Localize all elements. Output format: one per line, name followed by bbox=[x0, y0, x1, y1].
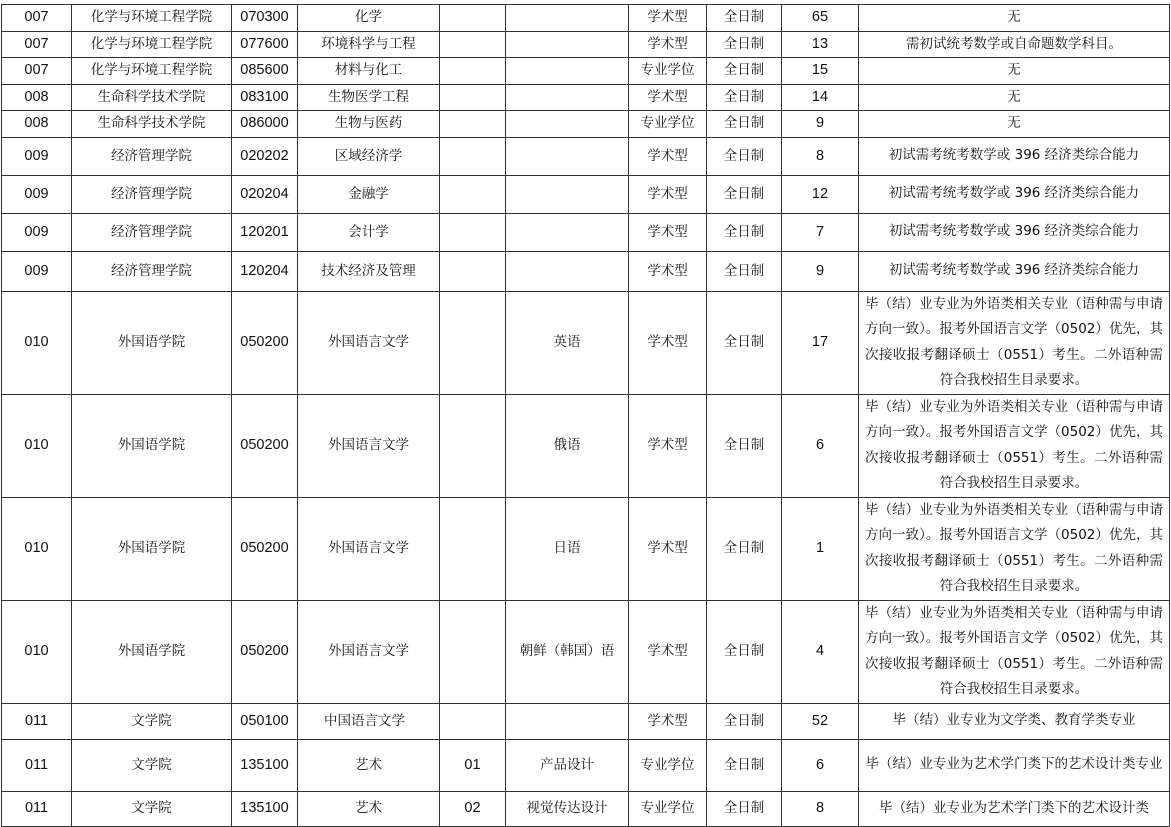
major-code-cell: 083100 bbox=[232, 84, 298, 111]
direction-code-cell bbox=[440, 291, 506, 394]
school-name-cell: 经济管理学院 bbox=[72, 251, 232, 291]
school-name-cell: 化学与环境工程学院 bbox=[72, 58, 232, 85]
study-mode-cell: 全日制 bbox=[707, 251, 782, 291]
quota-cell: 14 bbox=[782, 84, 859, 111]
quota-cell: 8 bbox=[782, 137, 859, 175]
remark-cell: 无 bbox=[859, 58, 1170, 85]
admission-table bbox=[1, 4, 1170, 827]
table-row bbox=[2, 739, 1170, 791]
study-mode-cell: 全日制 bbox=[707, 739, 782, 791]
table-row bbox=[2, 5, 1170, 32]
school-code-cell: 008 bbox=[2, 84, 72, 111]
direction-name-cell bbox=[506, 175, 629, 213]
school-code-cell: 010 bbox=[2, 600, 72, 703]
direction-code-cell bbox=[440, 497, 506, 600]
major-name-cell: 外国语言文学 bbox=[298, 497, 440, 600]
school-code-cell: 011 bbox=[2, 739, 72, 791]
direction-code-cell bbox=[440, 111, 506, 138]
school-name-cell: 经济管理学院 bbox=[72, 175, 232, 213]
major-code-cell: 086000 bbox=[232, 111, 298, 138]
study-mode-cell: 全日制 bbox=[707, 31, 782, 58]
direction-code-cell bbox=[440, 31, 506, 58]
table-row bbox=[2, 84, 1170, 111]
quota-cell: 4 bbox=[782, 600, 859, 703]
table-row bbox=[2, 31, 1170, 58]
direction-name-cell bbox=[506, 703, 629, 739]
major-code-cell: 020204 bbox=[232, 175, 298, 213]
quota-cell: 9 bbox=[782, 251, 859, 291]
major-code-cell: 050200 bbox=[232, 394, 298, 497]
major-code-cell: 050200 bbox=[232, 497, 298, 600]
study-mode-cell: 全日制 bbox=[707, 394, 782, 497]
degree-type-cell: 学术型 bbox=[629, 703, 707, 739]
direction-name-cell: 英语 bbox=[506, 291, 629, 394]
degree-type-cell: 学术型 bbox=[629, 137, 707, 175]
study-mode-cell: 全日制 bbox=[707, 5, 782, 32]
quota-cell: 9 bbox=[782, 111, 859, 138]
degree-type-cell: 专业学位 bbox=[629, 739, 707, 791]
degree-type-cell: 专业学位 bbox=[629, 791, 707, 826]
major-name-cell: 环境科学与工程 bbox=[298, 31, 440, 58]
direction-name-cell: 朝鲜（韩国）语 bbox=[506, 600, 629, 703]
quota-cell: 6 bbox=[782, 394, 859, 497]
remark-cell: 毕（结）业专业为外语类相关专业（语种需与申请方向一致）。报考外国语言文学（0502）优先，其次接收报考翻译硕士（0551）考生。二外语种需符合我校招生目录要求。 bbox=[859, 497, 1170, 600]
direction-code-cell bbox=[440, 213, 506, 251]
table-row bbox=[2, 251, 1170, 291]
school-code-cell: 011 bbox=[2, 791, 72, 826]
major-code-cell: 085600 bbox=[232, 58, 298, 85]
degree-type-cell: 学术型 bbox=[629, 175, 707, 213]
quota-cell: 17 bbox=[782, 291, 859, 394]
major-code-cell: 135100 bbox=[232, 791, 298, 826]
school-code-cell: 010 bbox=[2, 394, 72, 497]
table-row bbox=[2, 58, 1170, 85]
study-mode-cell: 全日制 bbox=[707, 84, 782, 111]
school-code-cell: 009 bbox=[2, 213, 72, 251]
quota-cell: 65 bbox=[782, 5, 859, 32]
remark-cell: 毕（结）业专业为艺术学门类下的艺术设计类 bbox=[859, 791, 1170, 826]
major-name-cell: 生物与医药 bbox=[298, 111, 440, 138]
remark-cell: 初试需考统考数学或 396 经济类综合能力 bbox=[859, 137, 1170, 175]
direction-code-cell bbox=[440, 175, 506, 213]
school-code-cell: 007 bbox=[2, 31, 72, 58]
direction-name-cell: 视觉传达设计 bbox=[506, 791, 629, 826]
direction-code-cell bbox=[440, 137, 506, 175]
major-name-cell: 技术经济及管理 bbox=[298, 251, 440, 291]
major-name-cell: 外国语言文学 bbox=[298, 394, 440, 497]
quota-cell: 15 bbox=[782, 58, 859, 85]
quota-cell: 52 bbox=[782, 703, 859, 739]
degree-type-cell: 学术型 bbox=[629, 84, 707, 111]
direction-code-cell: 02 bbox=[440, 791, 506, 826]
remark-cell: 毕（结）业专业为外语类相关专业（语种需与申请方向一致）。报考外国语言文学（0502）优先，其次接收报考翻译硕士（0551）考生。二外语种需符合我校招生目录要求。 bbox=[859, 394, 1170, 497]
direction-name-cell bbox=[506, 111, 629, 138]
direction-name-cell bbox=[506, 213, 629, 251]
remark-cell: 初试需考统考数学或 396 经济类综合能力 bbox=[859, 213, 1170, 251]
major-name-cell: 生物医学工程 bbox=[298, 84, 440, 111]
school-code-cell: 007 bbox=[2, 5, 72, 32]
major-name-cell: 艺术 bbox=[298, 791, 440, 826]
major-code-cell: 120201 bbox=[232, 213, 298, 251]
remark-cell: 毕（结）业专业为艺术学门类下的艺术设计类专业 bbox=[859, 739, 1170, 791]
major-code-cell: 050200 bbox=[232, 291, 298, 394]
school-code-cell: 009 bbox=[2, 137, 72, 175]
degree-type-cell: 专业学位 bbox=[629, 111, 707, 138]
degree-type-cell: 学术型 bbox=[629, 600, 707, 703]
study-mode-cell: 全日制 bbox=[707, 703, 782, 739]
school-code-cell: 010 bbox=[2, 497, 72, 600]
school-name-cell: 文学院 bbox=[72, 739, 232, 791]
school-name-cell: 生命科学技术学院 bbox=[72, 84, 232, 111]
remark-cell: 初试需考统考数学或 396 经济类综合能力 bbox=[859, 251, 1170, 291]
table-row bbox=[2, 497, 1170, 600]
degree-type-cell: 学术型 bbox=[629, 5, 707, 32]
school-name-cell: 文学院 bbox=[72, 791, 232, 826]
major-code-cell: 077600 bbox=[232, 31, 298, 58]
major-code-cell: 070300 bbox=[232, 5, 298, 32]
major-name-cell: 中国语言文学 bbox=[298, 703, 440, 739]
school-name-cell: 生命科学技术学院 bbox=[72, 111, 232, 138]
degree-type-cell: 学术型 bbox=[629, 497, 707, 600]
study-mode-cell: 全日制 bbox=[707, 175, 782, 213]
direction-code-cell bbox=[440, 251, 506, 291]
study-mode-cell: 全日制 bbox=[707, 600, 782, 703]
quota-cell: 7 bbox=[782, 213, 859, 251]
school-code-cell: 009 bbox=[2, 175, 72, 213]
table-row bbox=[2, 291, 1170, 394]
study-mode-cell: 全日制 bbox=[707, 111, 782, 138]
major-name-cell: 艺术 bbox=[298, 739, 440, 791]
remark-cell: 初试需考统考数学或 396 经济类综合能力 bbox=[859, 175, 1170, 213]
quota-cell: 13 bbox=[782, 31, 859, 58]
direction-name-cell bbox=[506, 58, 629, 85]
major-name-cell: 外国语言文学 bbox=[298, 600, 440, 703]
remark-cell: 无 bbox=[859, 5, 1170, 32]
table-row bbox=[2, 175, 1170, 213]
study-mode-cell: 全日制 bbox=[707, 291, 782, 394]
direction-code-cell bbox=[440, 5, 506, 32]
direction-name-cell bbox=[506, 84, 629, 111]
major-code-cell: 135100 bbox=[232, 739, 298, 791]
table-row bbox=[2, 137, 1170, 175]
school-code-cell: 011 bbox=[2, 703, 72, 739]
remark-cell: 需初试统考数学或自命题数学科目。 bbox=[859, 31, 1170, 58]
direction-name-cell bbox=[506, 251, 629, 291]
major-code-cell: 120204 bbox=[232, 251, 298, 291]
table-row bbox=[2, 703, 1170, 739]
direction-code-cell bbox=[440, 394, 506, 497]
degree-type-cell: 学术型 bbox=[629, 31, 707, 58]
remark-cell: 无 bbox=[859, 84, 1170, 111]
remark-cell: 毕（结）业专业为文学类、教育学类专业 bbox=[859, 703, 1170, 739]
degree-type-cell: 学术型 bbox=[629, 251, 707, 291]
school-name-cell: 外国语学院 bbox=[72, 600, 232, 703]
degree-type-cell: 学术型 bbox=[629, 213, 707, 251]
quota-cell: 12 bbox=[782, 175, 859, 213]
direction-code-cell bbox=[440, 58, 506, 85]
direction-name-cell bbox=[506, 5, 629, 32]
table-row bbox=[2, 600, 1170, 703]
table-row bbox=[2, 111, 1170, 138]
study-mode-cell: 全日制 bbox=[707, 791, 782, 826]
major-code-cell: 020202 bbox=[232, 137, 298, 175]
direction-name-cell: 俄语 bbox=[506, 394, 629, 497]
direction-name-cell: 日语 bbox=[506, 497, 629, 600]
direction-name-cell bbox=[506, 137, 629, 175]
school-name-cell: 经济管理学院 bbox=[72, 137, 232, 175]
direction-code-cell bbox=[440, 703, 506, 739]
study-mode-cell: 全日制 bbox=[707, 213, 782, 251]
direction-code-cell: 01 bbox=[440, 739, 506, 791]
table-row bbox=[2, 213, 1170, 251]
direction-code-cell bbox=[440, 84, 506, 111]
direction-code-cell bbox=[440, 600, 506, 703]
degree-type-cell: 专业学位 bbox=[629, 58, 707, 85]
degree-type-cell: 学术型 bbox=[629, 394, 707, 497]
school-code-cell: 007 bbox=[2, 58, 72, 85]
study-mode-cell: 全日制 bbox=[707, 497, 782, 600]
major-name-cell: 外国语言文学 bbox=[298, 291, 440, 394]
table-row bbox=[2, 791, 1170, 826]
major-name-cell: 区域经济学 bbox=[298, 137, 440, 175]
school-name-cell: 文学院 bbox=[72, 703, 232, 739]
major-name-cell: 金融学 bbox=[298, 175, 440, 213]
school-code-cell: 008 bbox=[2, 111, 72, 138]
quota-cell: 6 bbox=[782, 739, 859, 791]
school-name-cell: 外国语学院 bbox=[72, 291, 232, 394]
school-name-cell: 化学与环境工程学院 bbox=[72, 31, 232, 58]
major-code-cell: 050100 bbox=[232, 703, 298, 739]
school-name-cell: 外国语学院 bbox=[72, 394, 232, 497]
direction-name-cell: 产品设计 bbox=[506, 739, 629, 791]
degree-type-cell: 学术型 bbox=[629, 291, 707, 394]
direction-name-cell bbox=[506, 31, 629, 58]
major-name-cell: 会计学 bbox=[298, 213, 440, 251]
table-body bbox=[2, 5, 1170, 827]
table-row bbox=[2, 394, 1170, 497]
school-code-cell: 010 bbox=[2, 291, 72, 394]
school-name-cell: 化学与环境工程学院 bbox=[72, 5, 232, 32]
remark-cell: 毕（结）业专业为外语类相关专业（语种需与申请方向一致）。报考外国语言文学（0502）优先，其次接收报考翻译硕士（0551）考生。二外语种需符合我校招生目录要求。 bbox=[859, 291, 1170, 394]
remark-cell: 毕（结）业专业为外语类相关专业（语种需与申请方向一致）。报考外国语言文学（0502）优先，其次接收报考翻译硕士（0551）考生。二外语种需符合我校招生目录要求。 bbox=[859, 600, 1170, 703]
quota-cell: 1 bbox=[782, 497, 859, 600]
major-name-cell: 化学 bbox=[298, 5, 440, 32]
major-name-cell: 材料与化工 bbox=[298, 58, 440, 85]
major-code-cell: 050200 bbox=[232, 600, 298, 703]
school-name-cell: 外国语学院 bbox=[72, 497, 232, 600]
study-mode-cell: 全日制 bbox=[707, 58, 782, 85]
remark-cell: 无 bbox=[859, 111, 1170, 138]
study-mode-cell: 全日制 bbox=[707, 137, 782, 175]
school-name-cell: 经济管理学院 bbox=[72, 213, 232, 251]
quota-cell: 8 bbox=[782, 791, 859, 826]
school-code-cell: 009 bbox=[2, 251, 72, 291]
